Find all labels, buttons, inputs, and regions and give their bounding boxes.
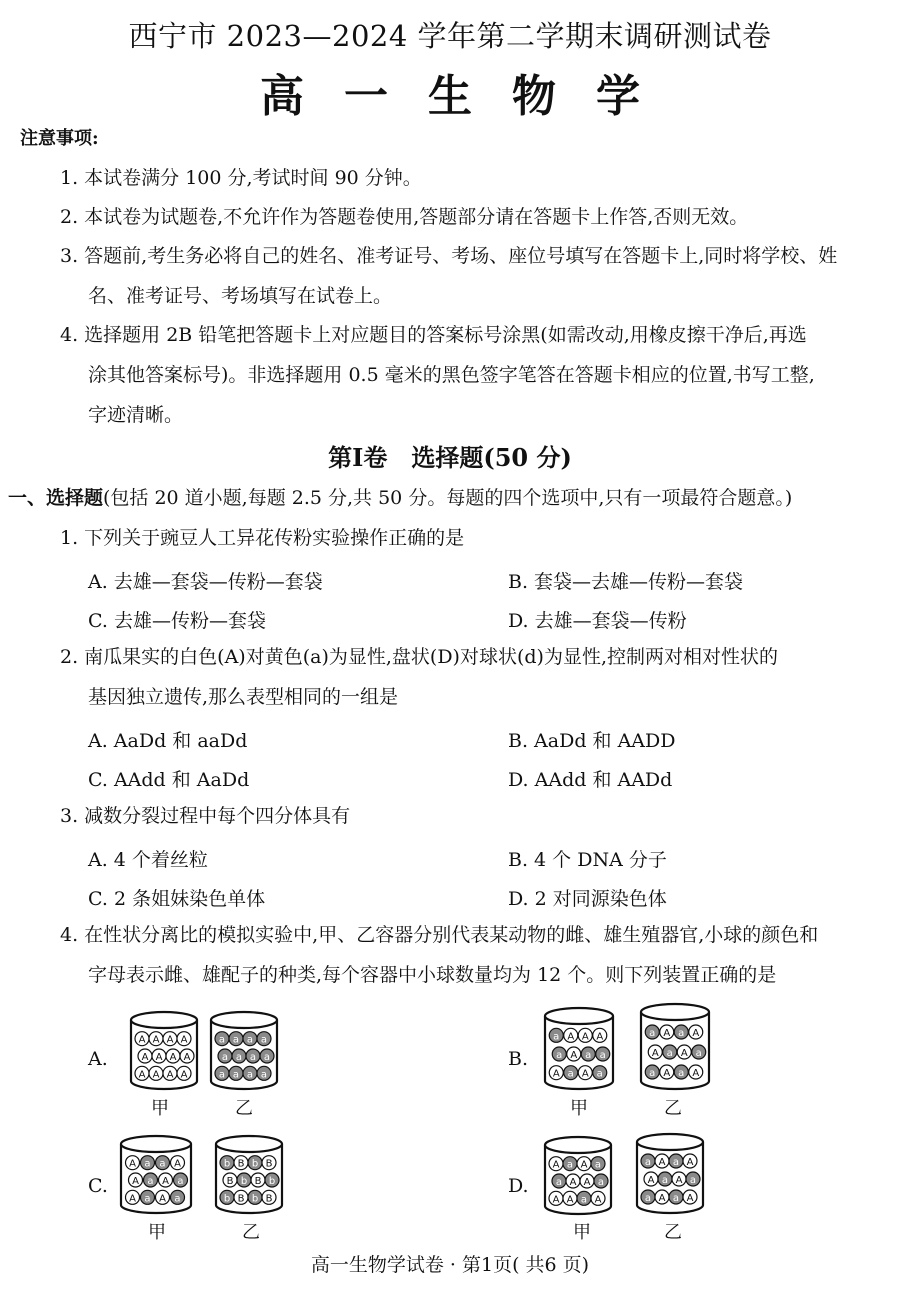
question-1-stem: 1. 下列关于豌豆人工异花传粉实验操作正确的是 xyxy=(60,527,465,549)
figure-a-jar-1 xyxy=(128,1010,200,1092)
light-ball xyxy=(549,1066,563,1080)
ball-letter: B xyxy=(265,1193,273,1205)
light-ball xyxy=(591,1191,605,1205)
dark-ball xyxy=(257,1066,271,1080)
dark-ball xyxy=(229,1032,243,1046)
light-ball xyxy=(578,1066,592,1080)
light-ball xyxy=(648,1045,662,1059)
ball-letter: a xyxy=(235,1052,243,1063)
ball-letter: a xyxy=(566,1159,574,1171)
light-ball xyxy=(672,1172,686,1186)
light-ball xyxy=(660,1065,674,1079)
ball-letter: A xyxy=(680,1048,688,1059)
ball-letter: A xyxy=(183,1052,191,1063)
ball-letter: A xyxy=(552,1159,560,1171)
light-ball xyxy=(566,1174,580,1188)
light-ball xyxy=(262,1190,276,1204)
ball-letter: a xyxy=(580,1194,588,1206)
dark-ball xyxy=(663,1045,677,1059)
dark-ball xyxy=(248,1156,262,1170)
note-item-3: 3. 答题前,考生务必将自己的姓名、准考证号、考场、座位号填写在答题卡上,同时将学校、姓 xyxy=(60,245,838,267)
ball-letter: a xyxy=(599,1050,606,1061)
light-ball xyxy=(580,1174,594,1188)
note-item-1: 1. 本试卷满分 100 分,考试时间 90 分钟。 xyxy=(60,167,422,189)
light-ball xyxy=(564,1028,578,1042)
light-ball xyxy=(660,1025,674,1039)
figure-d-jar2-caption: 乙 xyxy=(664,1222,682,1243)
ball-letter: A xyxy=(663,1068,671,1079)
ball-letter: B xyxy=(237,1193,245,1205)
note-item-2: 2. 本试卷为试题卷,不允许作为答题卷使用,答题部分请在答题卡上作答,否则无效。 xyxy=(60,206,749,228)
dark-ball xyxy=(171,1190,185,1204)
ball-letter: A xyxy=(162,1176,169,1187)
dark-ball xyxy=(645,1065,659,1079)
ball-letter: A xyxy=(132,1176,139,1187)
light-ball xyxy=(171,1156,185,1170)
ball-letter: A xyxy=(138,1034,146,1046)
light-ball xyxy=(129,1173,143,1187)
section-title: 第Ⅰ卷 选择题(50 分) xyxy=(328,443,572,472)
ball-letter: A xyxy=(569,1177,577,1188)
ball-letter: B xyxy=(226,1176,234,1187)
dark-ball xyxy=(563,1157,577,1171)
ball-letter: A xyxy=(129,1193,136,1205)
ball-letter: a xyxy=(689,1175,697,1186)
dark-ball xyxy=(141,1190,155,1204)
figure-b-jar-1 xyxy=(542,1006,616,1092)
ball-letter: a xyxy=(644,1193,652,1204)
figure-b-jar1-caption: 甲 xyxy=(570,1098,588,1119)
ball-letter: B xyxy=(237,1158,245,1170)
light-ball xyxy=(578,1028,592,1042)
ball-letter: a xyxy=(249,1052,257,1063)
part-label: 一、选择题 xyxy=(8,487,104,509)
light-ball xyxy=(166,1049,180,1063)
question-4-stem-cont: 字母表示雌、雄配子的种类,每个容器中小球数量均为 12 个。则下列装置正确的是 xyxy=(88,964,777,986)
dark-ball xyxy=(257,1032,271,1046)
figure-a-jar1-caption: 甲 xyxy=(151,1098,169,1119)
ball-letter: A xyxy=(180,1069,188,1081)
ball-letter: A xyxy=(152,1034,160,1046)
ball-letter: b xyxy=(223,1158,231,1170)
ball-letter: a xyxy=(246,1069,254,1081)
question-2-option-d: D. AAdd 和 AADd xyxy=(508,769,673,791)
light-ball xyxy=(177,1066,191,1080)
light-ball xyxy=(251,1173,265,1187)
figure-b-jar2-caption: 乙 xyxy=(664,1098,682,1119)
figure-option-d-label: D. xyxy=(508,1175,529,1197)
ball-letter: a xyxy=(260,1069,268,1081)
dark-ball xyxy=(552,1174,566,1188)
ball-letter: A xyxy=(129,1158,136,1170)
part-text: (包括 20 道小题,每题 2.5 分,共 50 分。每题的四个选项中,只有一项最符合题意。) xyxy=(103,487,793,509)
light-ball xyxy=(223,1173,237,1187)
dark-ball xyxy=(141,1156,155,1170)
dark-ball xyxy=(594,1174,608,1188)
ball-letter: A xyxy=(580,1159,588,1171)
question-3-stem: 3. 减数分裂过程中每个四分体具有 xyxy=(60,805,351,827)
figure-c-jar2-caption: 乙 xyxy=(242,1222,260,1243)
light-ball xyxy=(149,1066,163,1080)
dark-ball xyxy=(215,1066,229,1080)
figure-c-jar-1 xyxy=(118,1134,194,1216)
ball-letter: a xyxy=(218,1034,226,1046)
dark-ball xyxy=(220,1156,234,1170)
dark-ball xyxy=(229,1066,243,1080)
question-2-option-c: C. AAdd 和 AaDd xyxy=(88,769,250,791)
ball-letter: a xyxy=(246,1034,254,1046)
dark-ball xyxy=(174,1173,188,1187)
figure-option-c-label: C. xyxy=(88,1175,108,1197)
figure-option-a-label: A. xyxy=(88,1048,108,1070)
ball-letter: a xyxy=(594,1159,602,1171)
ball-letter: A xyxy=(675,1175,683,1186)
light-ball xyxy=(135,1066,149,1080)
ball-letter: A xyxy=(180,1034,188,1046)
ball-letter: a xyxy=(556,1050,563,1061)
dark-ball xyxy=(220,1190,234,1204)
ball-letter: A xyxy=(552,1068,560,1080)
dark-ball xyxy=(669,1190,683,1204)
ball-letter: a xyxy=(649,1028,656,1039)
dark-ball xyxy=(641,1154,655,1168)
dark-ball xyxy=(549,1028,563,1042)
dark-ball xyxy=(237,1173,251,1187)
ball-letter: a xyxy=(666,1048,673,1059)
figure-option-b-label: B. xyxy=(508,1048,529,1070)
light-ball xyxy=(234,1190,248,1204)
light-ball xyxy=(177,1032,191,1046)
dark-ball xyxy=(215,1032,229,1046)
light-ball xyxy=(655,1190,669,1204)
light-ball xyxy=(159,1173,173,1187)
ball-letter: b xyxy=(251,1193,259,1205)
light-ball xyxy=(563,1191,577,1205)
part-instructions xyxy=(8,483,792,510)
dark-ball xyxy=(641,1190,655,1204)
dark-ball xyxy=(144,1173,158,1187)
question-2-option-a: A. AaDd 和 aaDd xyxy=(88,730,248,752)
note-item-4-cont2: 字迹清晰。 xyxy=(88,404,184,426)
ball-letter: a xyxy=(232,1034,240,1046)
ball-letter: A xyxy=(647,1175,655,1186)
question-3-option-c: C. 2 条姐妹染色单体 xyxy=(88,888,266,910)
ball-letter: a xyxy=(221,1052,229,1063)
light-ball xyxy=(683,1154,697,1168)
dark-ball xyxy=(246,1049,260,1063)
ball-letter: A xyxy=(166,1069,174,1081)
dark-ball xyxy=(577,1191,591,1205)
ball-letter: b xyxy=(240,1176,248,1187)
dark-ball xyxy=(669,1154,683,1168)
dark-ball xyxy=(674,1025,688,1039)
ball-letter: b xyxy=(251,1158,259,1170)
figure-a-jar2-caption: 乙 xyxy=(235,1098,253,1119)
ball-letter: A xyxy=(159,1193,166,1205)
ball-letter: a xyxy=(260,1034,268,1046)
ball-letter: A xyxy=(596,1031,604,1043)
figure-d-jar-1 xyxy=(542,1135,614,1217)
question-3-option-a: A. 4 个着丝粒 xyxy=(88,849,208,871)
ball-letter: A xyxy=(581,1031,589,1043)
ball-letter: A xyxy=(141,1052,149,1063)
ball-letter: a xyxy=(232,1069,240,1081)
light-ball xyxy=(126,1156,140,1170)
light-ball xyxy=(149,1032,163,1046)
figure-b-jar-2 xyxy=(638,1002,712,1092)
figure-d-jar-2 xyxy=(634,1132,706,1216)
ball-letter: A xyxy=(594,1194,602,1206)
dark-ball xyxy=(232,1049,246,1063)
ball-letter: A xyxy=(583,1177,591,1188)
dark-ball xyxy=(564,1066,578,1080)
ball-letter: a xyxy=(597,1177,605,1188)
figure-c-jar-2 xyxy=(213,1134,285,1216)
light-ball xyxy=(577,1157,591,1171)
question-4-stem: 4. 在性状分离比的模拟实验中,甲、乙容器分别代表某动物的雌、雄生殖器官,小球的颜色和 xyxy=(60,924,819,946)
light-ball xyxy=(180,1049,194,1063)
ball-letter: a xyxy=(555,1177,563,1188)
note-item-3-cont: 名、准考证号、考场填写在试卷上。 xyxy=(88,285,393,307)
ball-letter: a xyxy=(678,1068,685,1079)
ball-letter: B xyxy=(254,1176,262,1187)
ball-letter: A xyxy=(166,1034,174,1046)
ball-letter: A xyxy=(692,1068,700,1079)
ball-letter: b xyxy=(268,1176,276,1187)
light-ball xyxy=(689,1025,703,1039)
ball-letter: A xyxy=(692,1028,700,1039)
ball-letter: a xyxy=(218,1069,226,1081)
ball-letter: A xyxy=(174,1158,181,1170)
ball-letter: A xyxy=(686,1193,694,1204)
ball-letter: A xyxy=(663,1028,671,1039)
note-item-4-cont: 涂其他答案标号)。非选择题用 0.5 毫米的黑色签字笔答在答题卡相应的位置,书写工整, xyxy=(88,364,815,386)
question-1-option-a: A. 去雄—套袋—传粉—套袋 xyxy=(88,571,323,593)
ball-letter: a xyxy=(661,1175,669,1186)
light-ball xyxy=(163,1066,177,1080)
light-ball xyxy=(593,1028,607,1042)
light-ball xyxy=(156,1190,170,1204)
dark-ball xyxy=(658,1172,672,1186)
subject-title: 高一生物学 xyxy=(260,71,680,122)
note-item-4: 4. 选择题用 2B 铅笔把答题卡上对应题目的答案标号涂黑(如需改动,用橡皮擦干净后,再选 xyxy=(60,324,807,346)
ball-letter: A xyxy=(658,1193,666,1204)
ball-letter: a xyxy=(144,1193,151,1205)
dark-ball xyxy=(674,1065,688,1079)
ball-letter: A xyxy=(581,1068,589,1080)
ball-letter: A xyxy=(686,1157,694,1168)
light-ball xyxy=(549,1191,563,1205)
dark-ball xyxy=(243,1066,257,1080)
page-footer: 高一生物学试卷 · 第1页( 共6 页) xyxy=(310,1254,590,1276)
question-2-stem: 2. 南瓜果实的白色(A)对黄色(a)为显性,盘状(D)对球状(d)为显性,控制两对相对性状的 xyxy=(60,646,778,668)
dark-ball xyxy=(593,1066,607,1080)
ball-letter: a xyxy=(147,1176,154,1187)
ball-letter: A xyxy=(155,1052,163,1063)
notes-heading: 注意事项: xyxy=(20,128,99,149)
dark-ball xyxy=(260,1049,274,1063)
ball-letter: a xyxy=(263,1052,271,1063)
question-1-option-d: D. 去雄—套袋—传粉 xyxy=(508,610,687,632)
ball-letter: a xyxy=(596,1068,603,1080)
figure-a-jar-2 xyxy=(208,1010,280,1092)
question-3-option-d: D. 2 对同源染色体 xyxy=(508,888,667,910)
ball-letter: A xyxy=(152,1069,160,1081)
light-ball xyxy=(567,1047,581,1061)
question-1-option-c: C. 去雄—传粉—套袋 xyxy=(88,610,266,632)
question-2-option-b: B. AaDd 和 AADD xyxy=(508,730,676,752)
light-ball xyxy=(549,1157,563,1171)
ball-letter: a xyxy=(553,1031,560,1043)
ball-letter: a xyxy=(177,1176,184,1187)
ball-letter: a xyxy=(672,1157,680,1168)
ball-letter: a xyxy=(649,1068,656,1079)
ball-letter: A xyxy=(570,1050,578,1061)
ball-letter: B xyxy=(265,1158,273,1170)
ball-letter: a xyxy=(585,1050,592,1061)
ball-letter: A xyxy=(567,1031,575,1043)
ball-letter: a xyxy=(695,1048,702,1059)
figure-c-jar1-caption: 甲 xyxy=(148,1222,166,1243)
light-ball xyxy=(126,1190,140,1204)
light-ball xyxy=(683,1190,697,1204)
dark-ball xyxy=(581,1047,595,1061)
dark-ball xyxy=(552,1047,566,1061)
ball-letter: A xyxy=(552,1194,560,1206)
ball-letter: A xyxy=(566,1194,574,1206)
ball-letter: a xyxy=(144,1158,151,1170)
ball-letter: b xyxy=(223,1193,231,1205)
light-ball xyxy=(262,1156,276,1170)
dark-ball xyxy=(591,1157,605,1171)
dark-ball xyxy=(686,1172,700,1186)
question-2-stem-cont: 基因独立遗传,那么表型相同的一组是 xyxy=(88,686,399,708)
light-ball xyxy=(644,1172,658,1186)
ball-letter: a xyxy=(159,1158,166,1170)
ball-letter: A xyxy=(651,1048,659,1059)
light-ball xyxy=(138,1049,152,1063)
light-ball xyxy=(677,1045,691,1059)
light-ball xyxy=(152,1049,166,1063)
light-ball xyxy=(135,1032,149,1046)
dark-ball xyxy=(248,1190,262,1204)
dark-ball xyxy=(156,1156,170,1170)
dark-ball xyxy=(596,1047,610,1061)
dark-ball xyxy=(265,1173,279,1187)
ball-letter: a xyxy=(644,1157,652,1168)
light-ball xyxy=(655,1154,669,1168)
light-ball xyxy=(234,1156,248,1170)
question-1-option-b: B. 套袋—去雄—传粉—套袋 xyxy=(508,571,744,593)
light-ball xyxy=(163,1032,177,1046)
ball-letter: a xyxy=(174,1193,181,1205)
figure-d-jar1-caption: 甲 xyxy=(573,1222,591,1243)
ball-letter: a xyxy=(672,1193,680,1204)
ball-letter: A xyxy=(138,1069,146,1081)
ball-letter: A xyxy=(658,1157,666,1168)
dark-ball xyxy=(645,1025,659,1039)
light-ball xyxy=(689,1065,703,1079)
dark-ball xyxy=(218,1049,232,1063)
dark-ball xyxy=(692,1045,706,1059)
ball-letter: a xyxy=(567,1068,574,1080)
ball-letter: a xyxy=(678,1028,685,1039)
ball-letter: A xyxy=(169,1052,177,1063)
dark-ball xyxy=(243,1032,257,1046)
question-3-option-b: B. 4 个 DNA 分子 xyxy=(508,849,667,871)
exam-title: 西宁市 2023—2024 学年第二学期末调研测试卷 xyxy=(128,19,772,53)
